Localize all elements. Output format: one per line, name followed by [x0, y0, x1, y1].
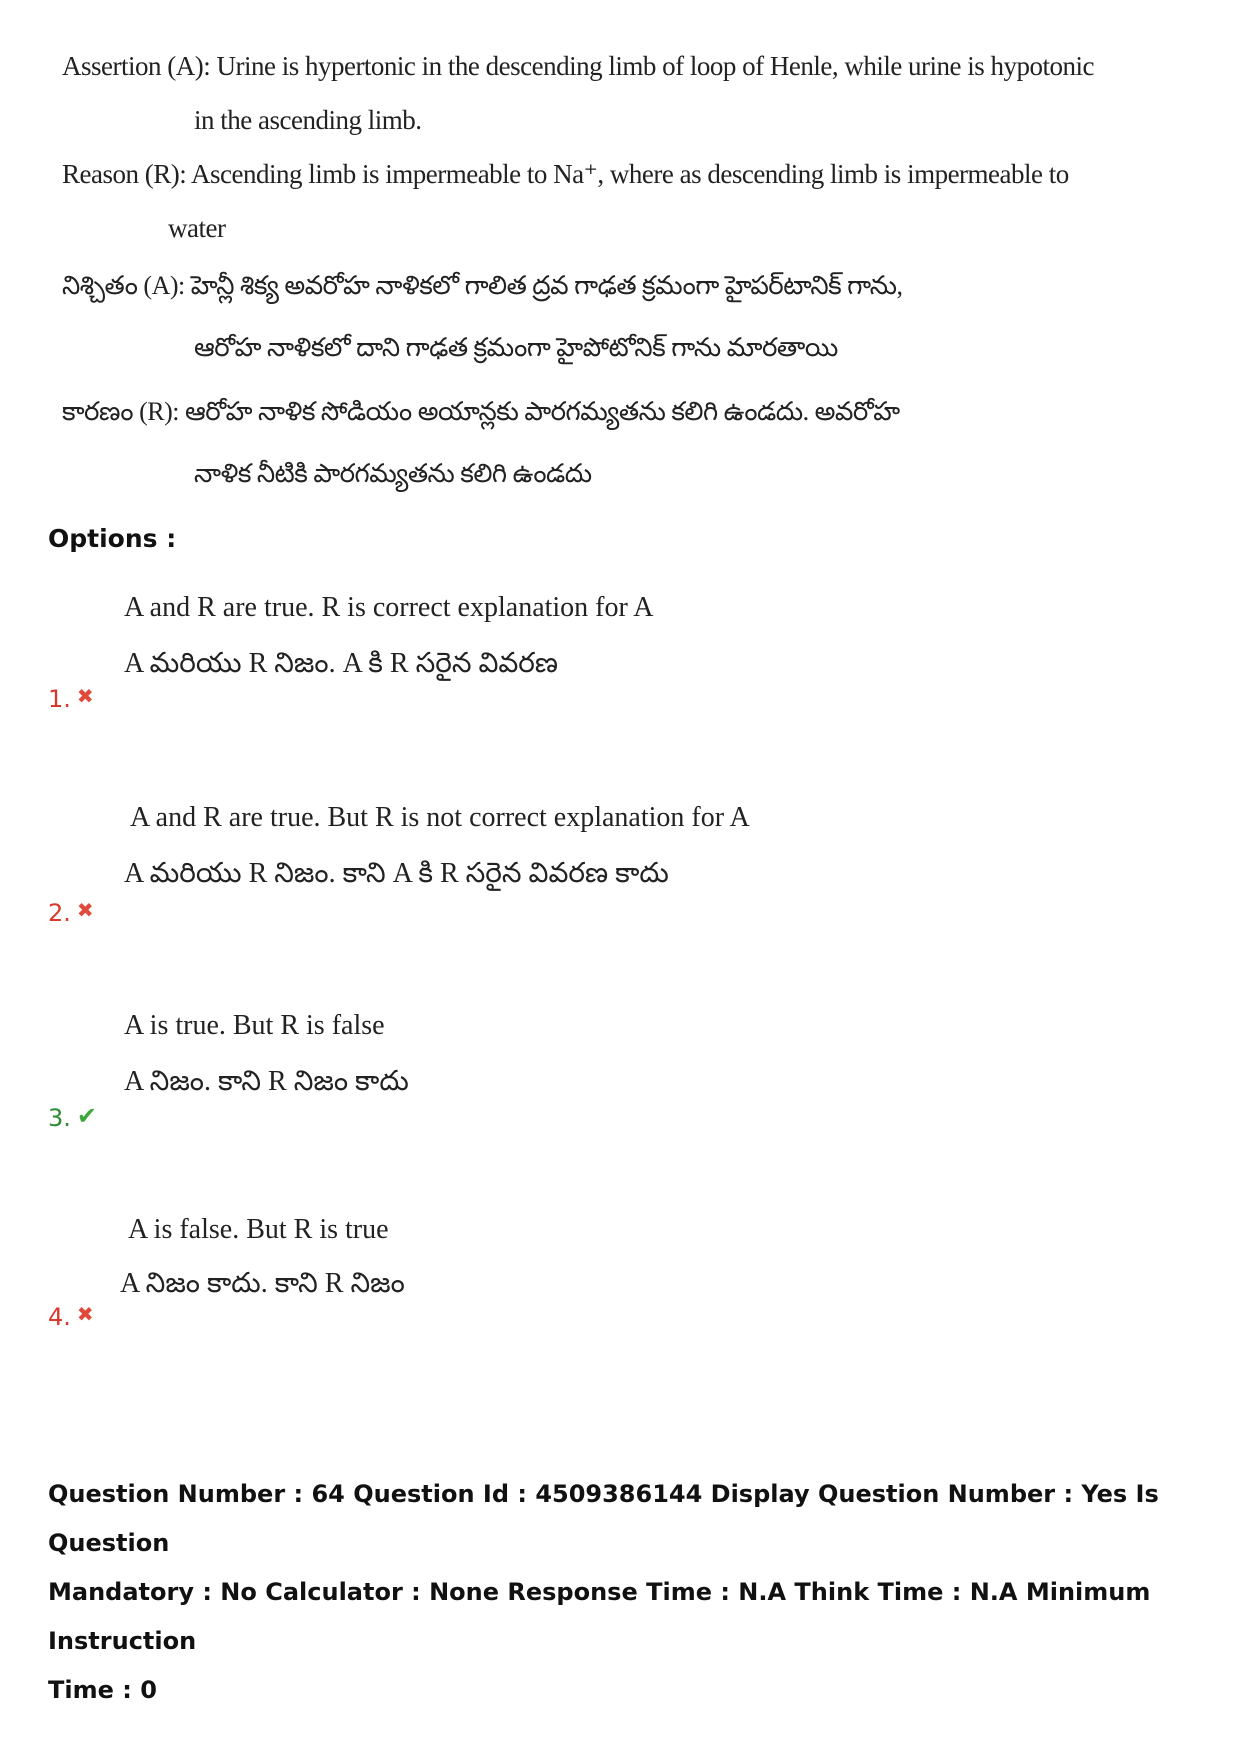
options-label: Options : — [48, 524, 177, 553]
option-4-number — [48, 1302, 94, 1331]
option-3-text-en: A is true. But R is false — [124, 1010, 385, 1041]
option-4-text-te: A నిజం కాదు. కాని R నిజం — [120, 1268, 405, 1299]
question-metadata — [48, 1470, 1208, 1715]
metadata-line-2: Mandatory : No Calculator : None Response Time : N.A Think Time : N.A Minimum Instruction — [48, 1578, 1151, 1655]
option-3-text-te: A నిజం. కాని R నిజం కాదు — [124, 1066, 409, 1097]
option-1-text-en: A and R are true. R is correct explanation for A — [124, 592, 654, 623]
option-1-number-label: 1. — [48, 685, 71, 713]
option-2-number — [48, 898, 94, 927]
reason-en-line1: Reason (R): Ascending limb is impermeable to Na⁺, where as descending limb is impermeable to — [62, 159, 1069, 189]
option-3-number — [48, 1102, 97, 1132]
option-4-text-en: A is false. But R is true — [128, 1214, 389, 1245]
option-1-text-te: A మరియు R నిజం. A కి R సరైన వివరణ — [124, 648, 559, 679]
assertion-en-line2: in the ascending limb. — [194, 105, 422, 135]
cross-icon: ✖ — [76, 684, 94, 708]
check-icon: ✔ — [76, 1102, 98, 1130]
option-4-number-label: 4. — [48, 1303, 71, 1331]
cross-icon: ✖ — [76, 898, 94, 922]
option-1-number — [48, 684, 94, 713]
cross-icon: ✖ — [76, 1302, 94, 1326]
option-3-number-label: 3. — [48, 1104, 71, 1132]
assertion-te-line1: నిశ్చితం (A): హెన్లీ శిక్య అవరోహ నాళికలో గాలిత ద్రవ గాఢత క్రమంగా హైపర్‌టానిక్ గాను, — [62, 271, 903, 300]
assertion-te-line2: ఆరోహ నాళికలో దాని గాఢత క్రమంగా హైపోటోనిక్ గాను మారతాయి — [194, 333, 838, 362]
assertion-en-line1: Assertion (A): Urine is hypertonic in the descending limb of loop of Henle, while urine is hypotonic — [62, 51, 1095, 81]
option-2-text-te: A మరియు R నిజం. కాని A కి R సరైన వివరణ కాదు — [124, 858, 669, 889]
reason-te-line1: కారణం (R): ఆరోహ నాళిక సోడియం అయాన్లకు పారగమ్యతను కలిగి ఉండదు. అవరోహ — [62, 397, 900, 426]
option-2-text-en: A and R are true. But R is not correct explanation for A — [130, 802, 750, 833]
option-2-number-label: 2. — [48, 899, 71, 927]
reason-en-line2: water — [168, 213, 226, 243]
reason-te-line2: నాళిక నీటికి పారగమ్యతను కలిగి ఉండదు — [194, 459, 592, 488]
metadata-line-3: Time : 0 — [48, 1676, 157, 1704]
metadata-line-1: Question Number : 64 Question Id : 4509386144 Display Question Number : Yes Is Question — [48, 1480, 1159, 1557]
